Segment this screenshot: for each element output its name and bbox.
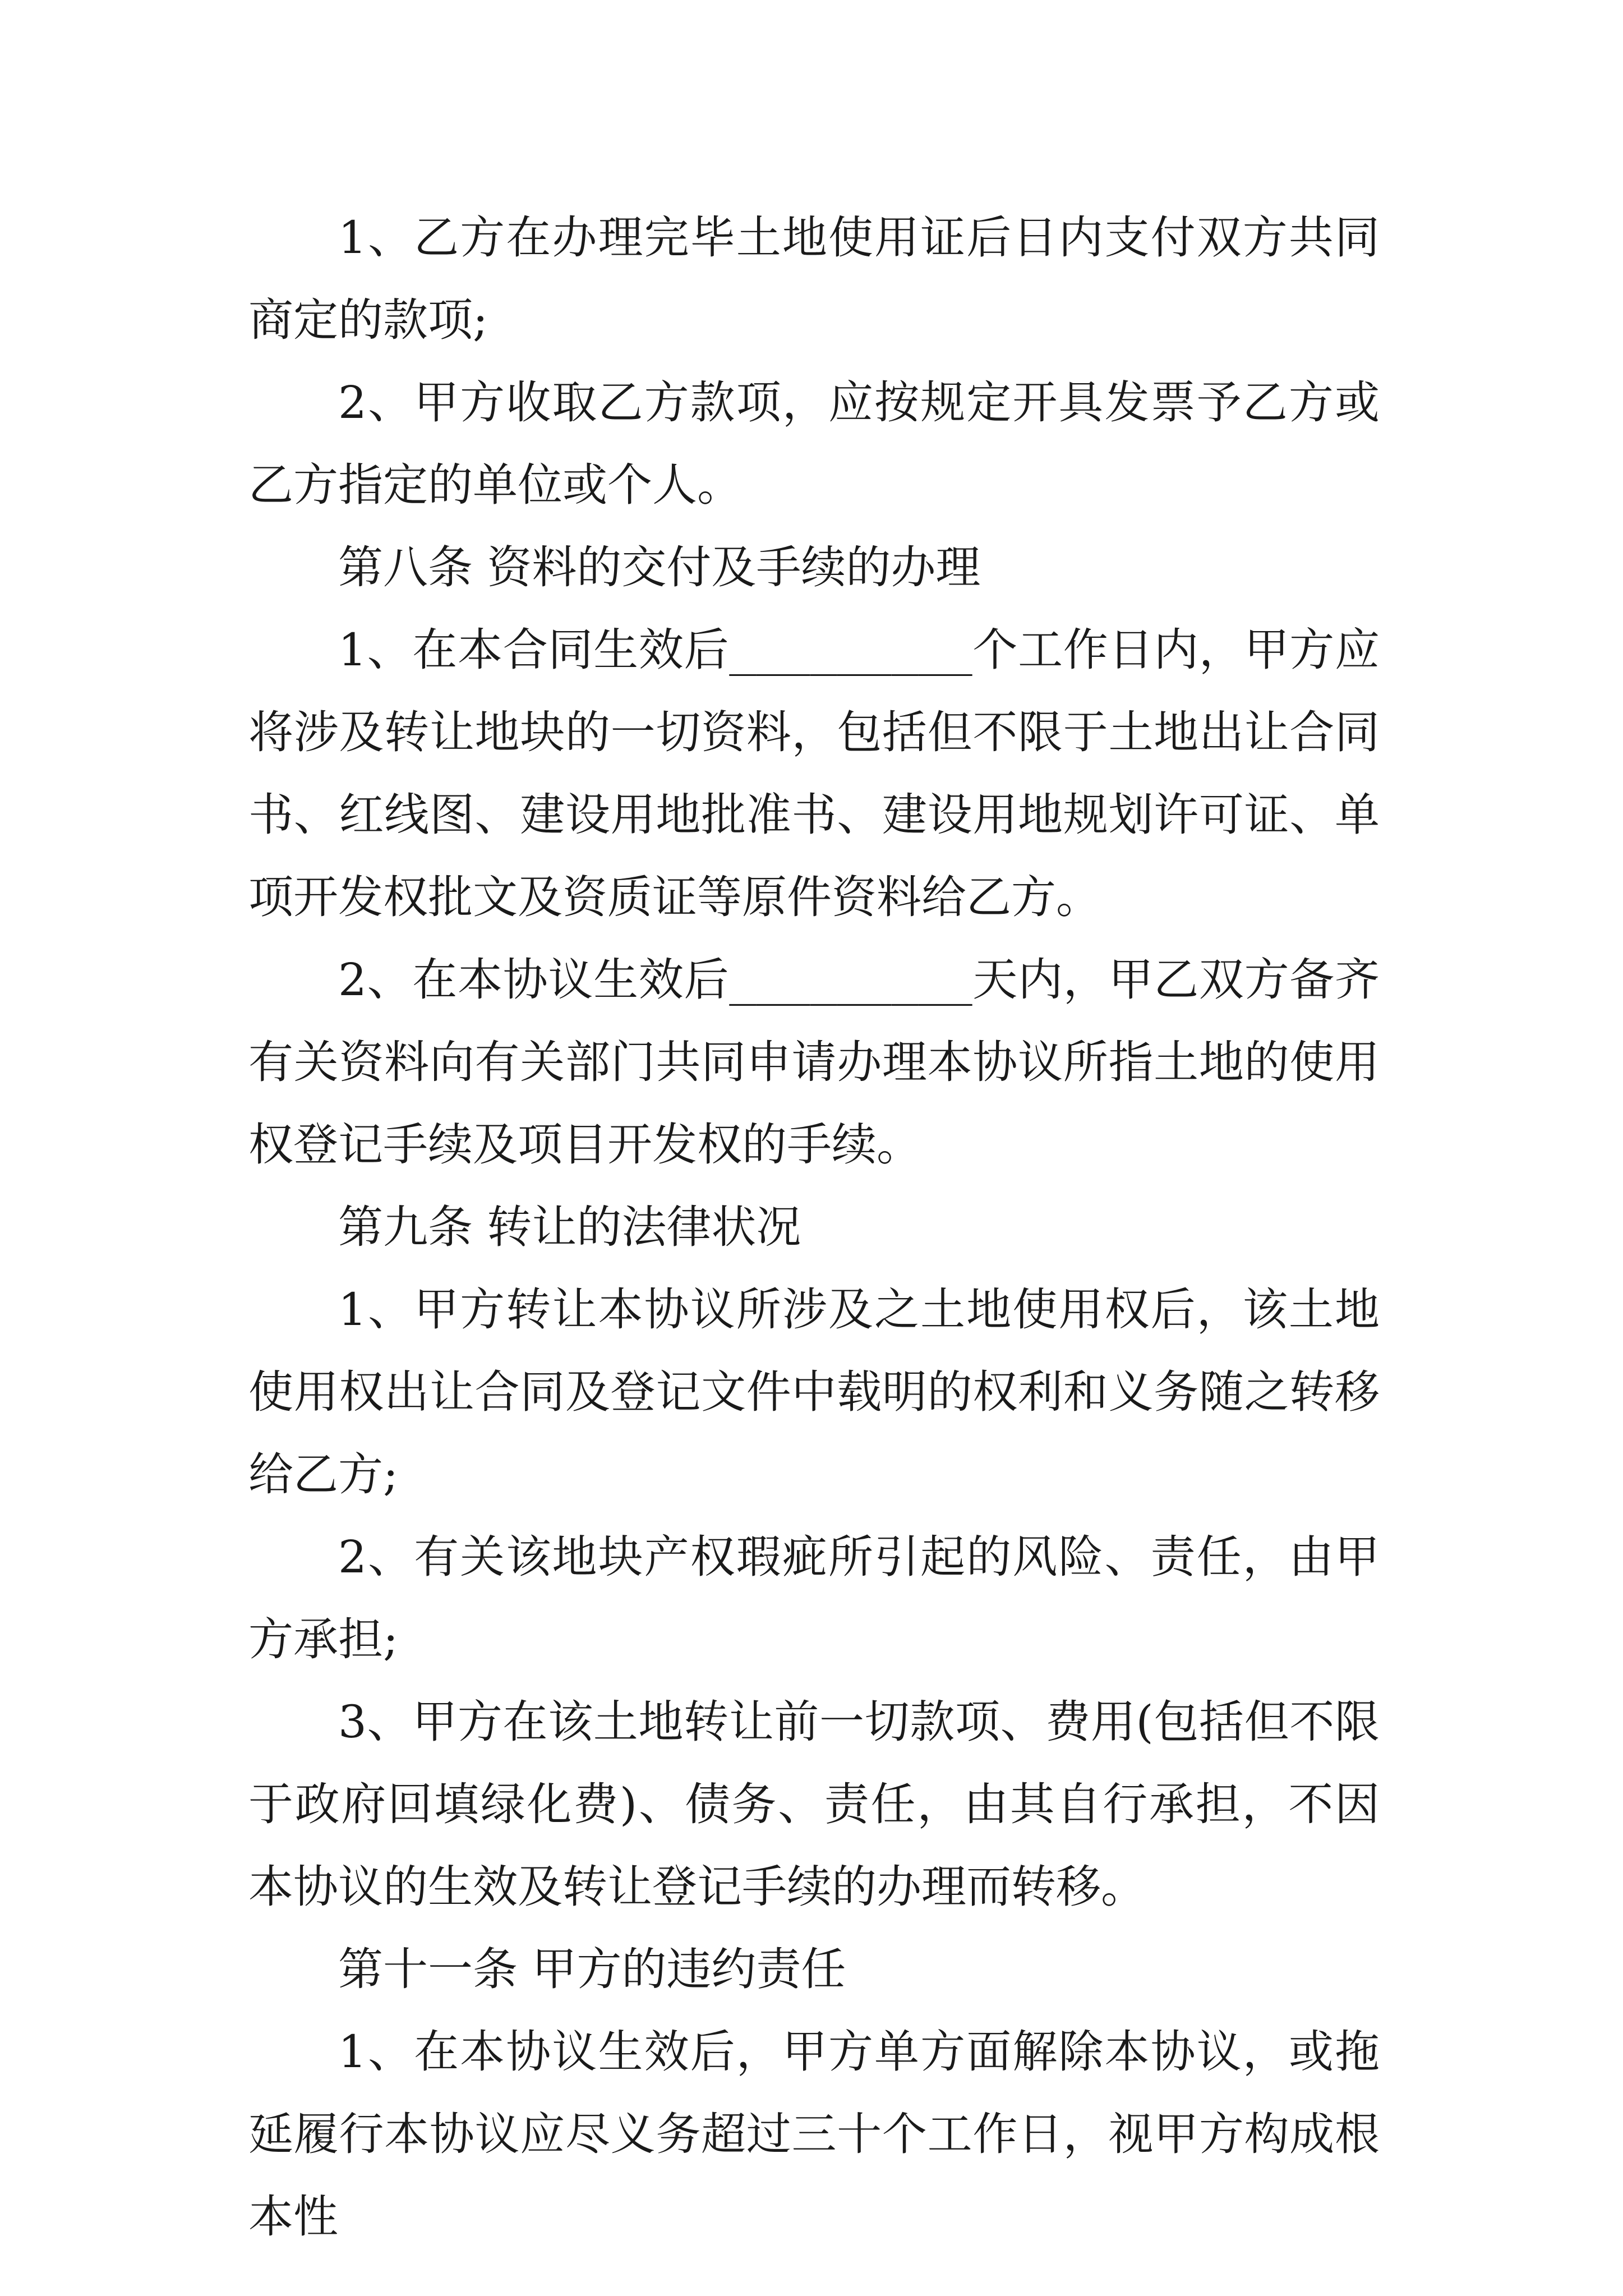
paragraph-text: 1、在本协议生效后，甲方单方面解除本协议，或拖延履行本协议应尽义务超过三十个工作日，视甲方构成根本性 xyxy=(248,2026,1380,2243)
paragraph-text-before-blank: 1、在本合同生效后 xyxy=(338,624,730,676)
paragraph-text: 2、有关该地块产权瑕疵所引起的风险、责任，由甲方承担; xyxy=(248,1531,1380,1665)
paragraph-article-9-item-1 xyxy=(248,1268,1380,1516)
paragraph-article-11-item-1 xyxy=(248,2010,1380,2258)
article-9-heading xyxy=(248,1186,1380,1268)
paragraph-text: 1、甲方转让本协议所涉及之土地使用权后，该土地使用权出让合同及登记文件中载明的权利和义务随之转移给乙方; xyxy=(248,1283,1380,1501)
article-11-heading xyxy=(248,1928,1380,2010)
paragraph-text: 3、甲方在该土地转让前一切款项、费用(包括但不限于政府回填绿化费)、债务、责任，由其自行承担，不因本协议的生效及转让登记手续的办理而转移。 xyxy=(248,1696,1380,1913)
paragraph-text-after-blank: 个工作日内，甲方应将涉及转让地块的一切资料，包括但不限于土地出让合同书、红线图、建设用地批准书、建设用地规划许可证、单项开发权批文及资质证等原件资料给乙方。 xyxy=(248,624,1380,923)
heading-text: 第十一条 甲方的违约责任 xyxy=(338,1943,846,1995)
paragraph-text-after-blank: 天内，甲乙双方备齐有关资料向有关部门共同申请办理本协议所指土地的使用权登记手续及项目开发权的手续。 xyxy=(248,954,1380,1171)
fill-in-blank: _________ xyxy=(729,954,972,1006)
article-8-heading xyxy=(248,526,1380,609)
fill-in-blank: _________ xyxy=(729,624,972,676)
paragraph-text: 1、乙方在办理完毕土地使用证后日内支付双方共同商定的款项; xyxy=(248,211,1380,346)
paragraph-payment-item-2 xyxy=(248,361,1380,526)
paragraph-text: 2、甲方收取乙方款项，应按规定开具发票予乙方或乙方指定的单位或个人。 xyxy=(248,376,1380,511)
heading-text: 第九条 转让的法律状况 xyxy=(338,1201,801,1253)
paragraph-payment-item-1 xyxy=(248,196,1380,361)
paragraph-article-9-item-2 xyxy=(248,1516,1380,1681)
heading-text: 第八条 资料的交付及手续的办理 xyxy=(338,541,981,593)
paragraph-article-8-item-2 xyxy=(248,938,1380,1186)
paragraph-text-before-blank: 2、在本协议生效后 xyxy=(338,954,730,1006)
document-body xyxy=(248,196,1380,2258)
paragraph-article-8-item-1 xyxy=(248,609,1380,938)
paragraph-article-9-item-3 xyxy=(248,1681,1380,1928)
